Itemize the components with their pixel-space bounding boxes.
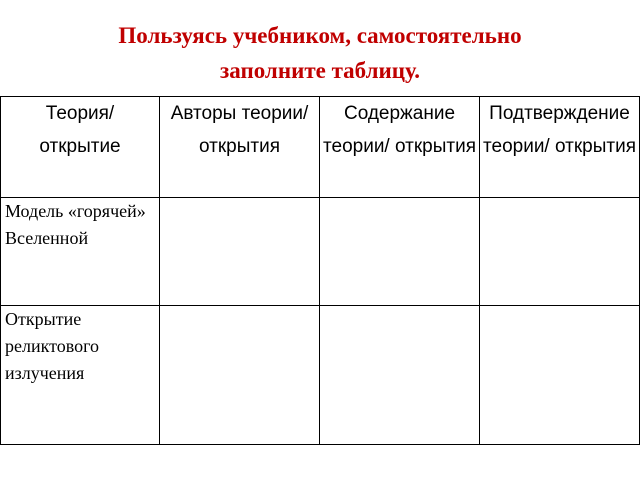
header-content-text: Содержание теории/ открытия: [323, 103, 476, 157]
header-confirmation-text: Подтверждение теории/ открытия: [483, 103, 636, 157]
cell-confirmation-relic-radiation[interactable]: [480, 306, 640, 445]
table-header-row: [1, 97, 640, 198]
cell-content-relic-radiation[interactable]: [320, 306, 480, 445]
header-content: [320, 97, 480, 198]
header-confirmation: [480, 97, 640, 198]
header-authors-text: Авторы теории/ открытия: [170, 103, 309, 157]
title-line-2: заполните таблицу.: [220, 58, 420, 83]
cell-authors-hot-universe[interactable]: [160, 198, 320, 306]
header-theory: [1, 97, 160, 198]
cell-content-hot-universe[interactable]: [320, 198, 480, 306]
cell-confirmation-hot-universe[interactable]: [480, 198, 640, 306]
table-row: [1, 198, 640, 306]
header-authors: [160, 97, 320, 198]
row-label-relic-radiation: Открытие реликтового излучения: [1, 306, 160, 445]
table-row: [1, 306, 640, 445]
header-theory-text: Теория/ открытие: [39, 103, 121, 157]
task-table: [0, 96, 640, 445]
title-line-1: Пользуясь учебником, самостоятельно: [118, 23, 522, 48]
slide-title: [0, 18, 640, 88]
cell-authors-relic-radiation[interactable]: [160, 306, 320, 445]
row-label-hot-universe: Модель «горячей» Вселенной: [1, 198, 160, 306]
